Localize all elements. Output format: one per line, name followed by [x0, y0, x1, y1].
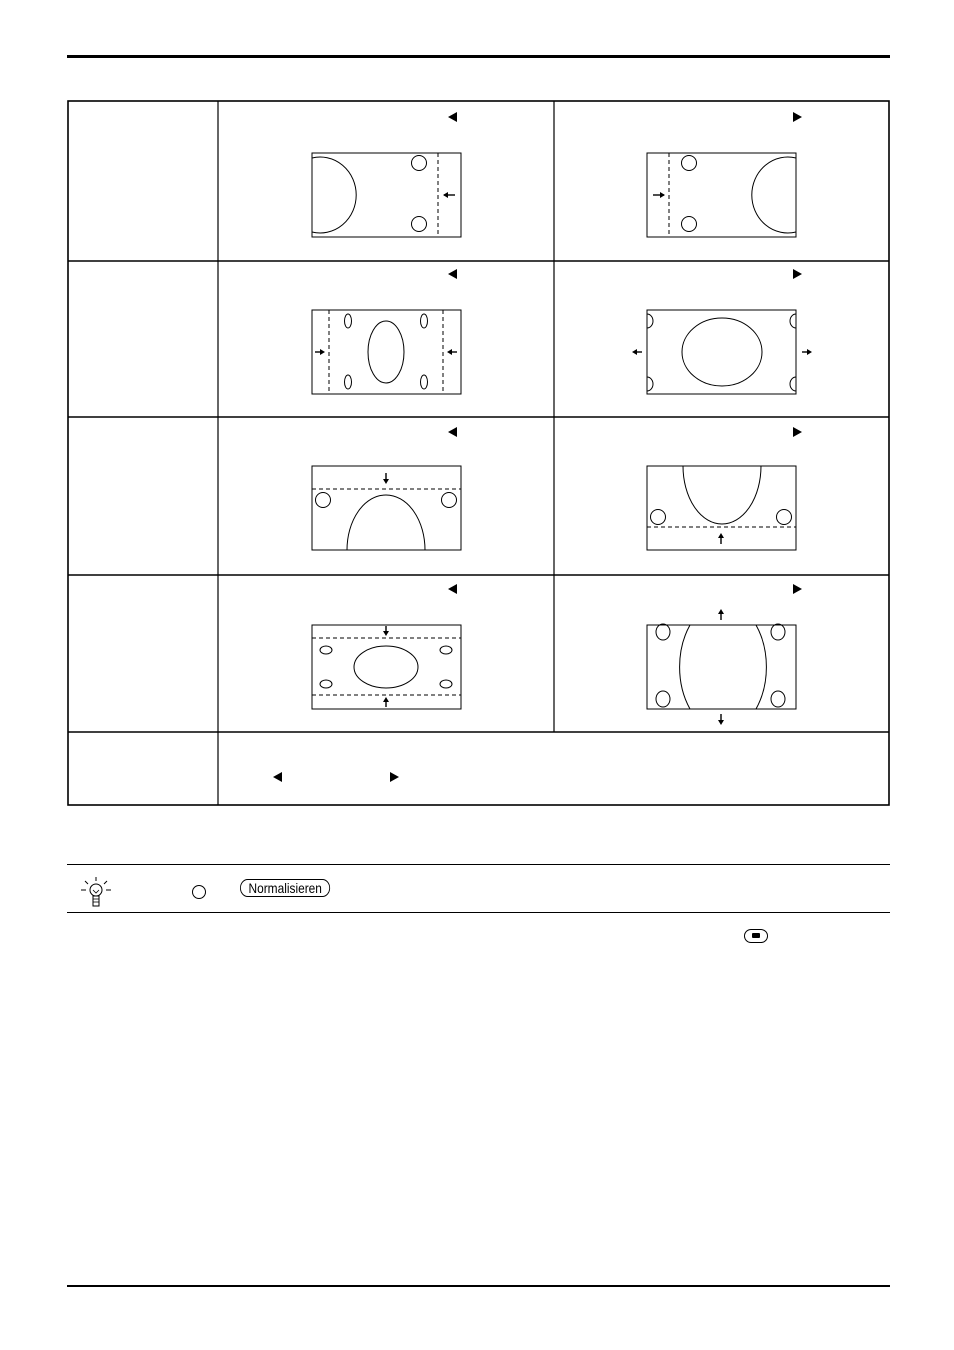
diagram-increase-height	[67, 100, 890, 806]
tip-rule-bottom	[67, 912, 890, 913]
header-rule	[67, 55, 890, 58]
tip-rule-top	[67, 864, 890, 865]
circle-button-icon	[192, 885, 206, 899]
stop-button-icon	[744, 929, 768, 943]
lightbulb-icon	[78, 876, 114, 912]
right-arrow-key-icon	[390, 772, 399, 782]
normalize-button: Normalisieren	[240, 879, 330, 897]
footer-rule	[67, 1285, 890, 1287]
adjustment-table	[67, 100, 890, 806]
left-arrow-key-icon	[273, 772, 282, 782]
